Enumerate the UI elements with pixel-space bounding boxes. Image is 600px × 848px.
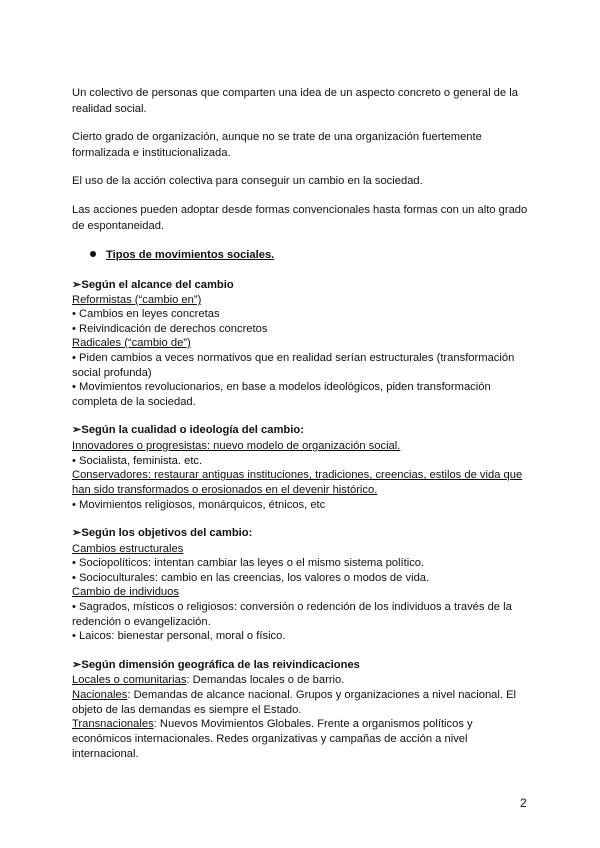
heading-objetivos: ➢Según los objetivos del cambio: [72,527,253,539]
label-transnacionales: Transnacionales [72,718,154,730]
text-locales: : Demandas locales o de barrio. [186,674,345,686]
heading-ideologia: ➢Según la cualidad o ideología del cambio: [72,424,304,436]
subheading-radicales: Radicales (“cambio de”) [72,337,191,349]
subheading-reformistas: Reformistas (“cambio en”) [72,294,202,306]
bullet-item: • Movimientos religiosos, monárquicos, étnicos, etc [72,499,326,511]
bullet-item: • Socialista, feminista. etc. [72,455,203,467]
bullet-item: • Sociopolíticos: intentan cambiar las leyes o el mismo sistema político. [72,557,425,569]
bullet-item: • Cambios en leyes concretas [72,308,220,320]
section-title-text: Tipos de movimientos sociales. [106,249,275,261]
entry-nacionales [72,688,534,718]
subheading-conservadores: Conservadores: restaurar antiguas instituciones, tradiciones, creencias, estilos de vida que han sido transformados o erosionados en el devenir histórico. [72,469,523,496]
label-nacionales: Nacionales [72,689,128,701]
bullet-item: • Sagrados, místicos o religiosos: conversión o redención de los individuos a través de la redención o evangelización. [72,601,512,628]
subheading-innovadores: Innovadores o progresistas: nuevo modelo de organización social. [72,440,401,452]
text-nacionales: : Demandas de alcance nacional. Grupos y organizaciones a nivel nacional. El objeto de las demandas es siempre el Estado. [72,689,517,716]
heading-geografica: ➢Según dimensión geográfica de las reivindicaciones [72,659,360,671]
page-number: 2 [520,796,527,810]
text-transnacionales: : Nuevos Movimientos Globales. Frente a organismos políticos y económicos internacionales. Redes organizativas y campañas de acción a nivel internacional. [72,718,473,760]
paragraph-3: El uso de la acción colectiva para conseguir un cambio en la sociedad. [72,175,423,187]
label-locales: Locales o comunitarias [72,674,187,686]
bullet-item: • Piden cambios a veces normativos que en realidad serían estructurales (transformación social profunda) [72,352,515,379]
entry-locales [72,673,534,688]
bullet-item: • Reivindicación de derechos concretos [72,323,268,335]
paragraph-2: Cierto grado de organización, aunque no se trate de una organización fuertemente formalizada e institucionalizada. [72,131,482,159]
subheading-individuos: Cambio de individuos [72,586,179,598]
bullet-dot-icon [90,251,96,257]
subheading-estructurales: Cambios estructurales [72,543,184,555]
heading-alcance: ➢Según el alcance del cambio [72,279,234,291]
paragraph-1: Un colectivo de personas que comparten una idea de un aspecto concreto o general de la realidad social. [72,87,518,115]
bullet-item: • Laicos: bienestar personal, moral o físico. [72,630,286,642]
entry-transnacionales [72,717,534,761]
bullet-item: • Socioculturales: cambio en las creencias, los valores o modos de vida. [72,572,430,584]
paragraph-4: Las acciones pueden adoptar desde formas convencionales hasta formas con un alto grado de espontaneidad. [72,204,528,232]
bullet-item: • Movimientos revolucionarios, en base a modelos ideológicos, piden transformación completa de la sociedad. [72,381,491,408]
section-title [90,248,274,263]
